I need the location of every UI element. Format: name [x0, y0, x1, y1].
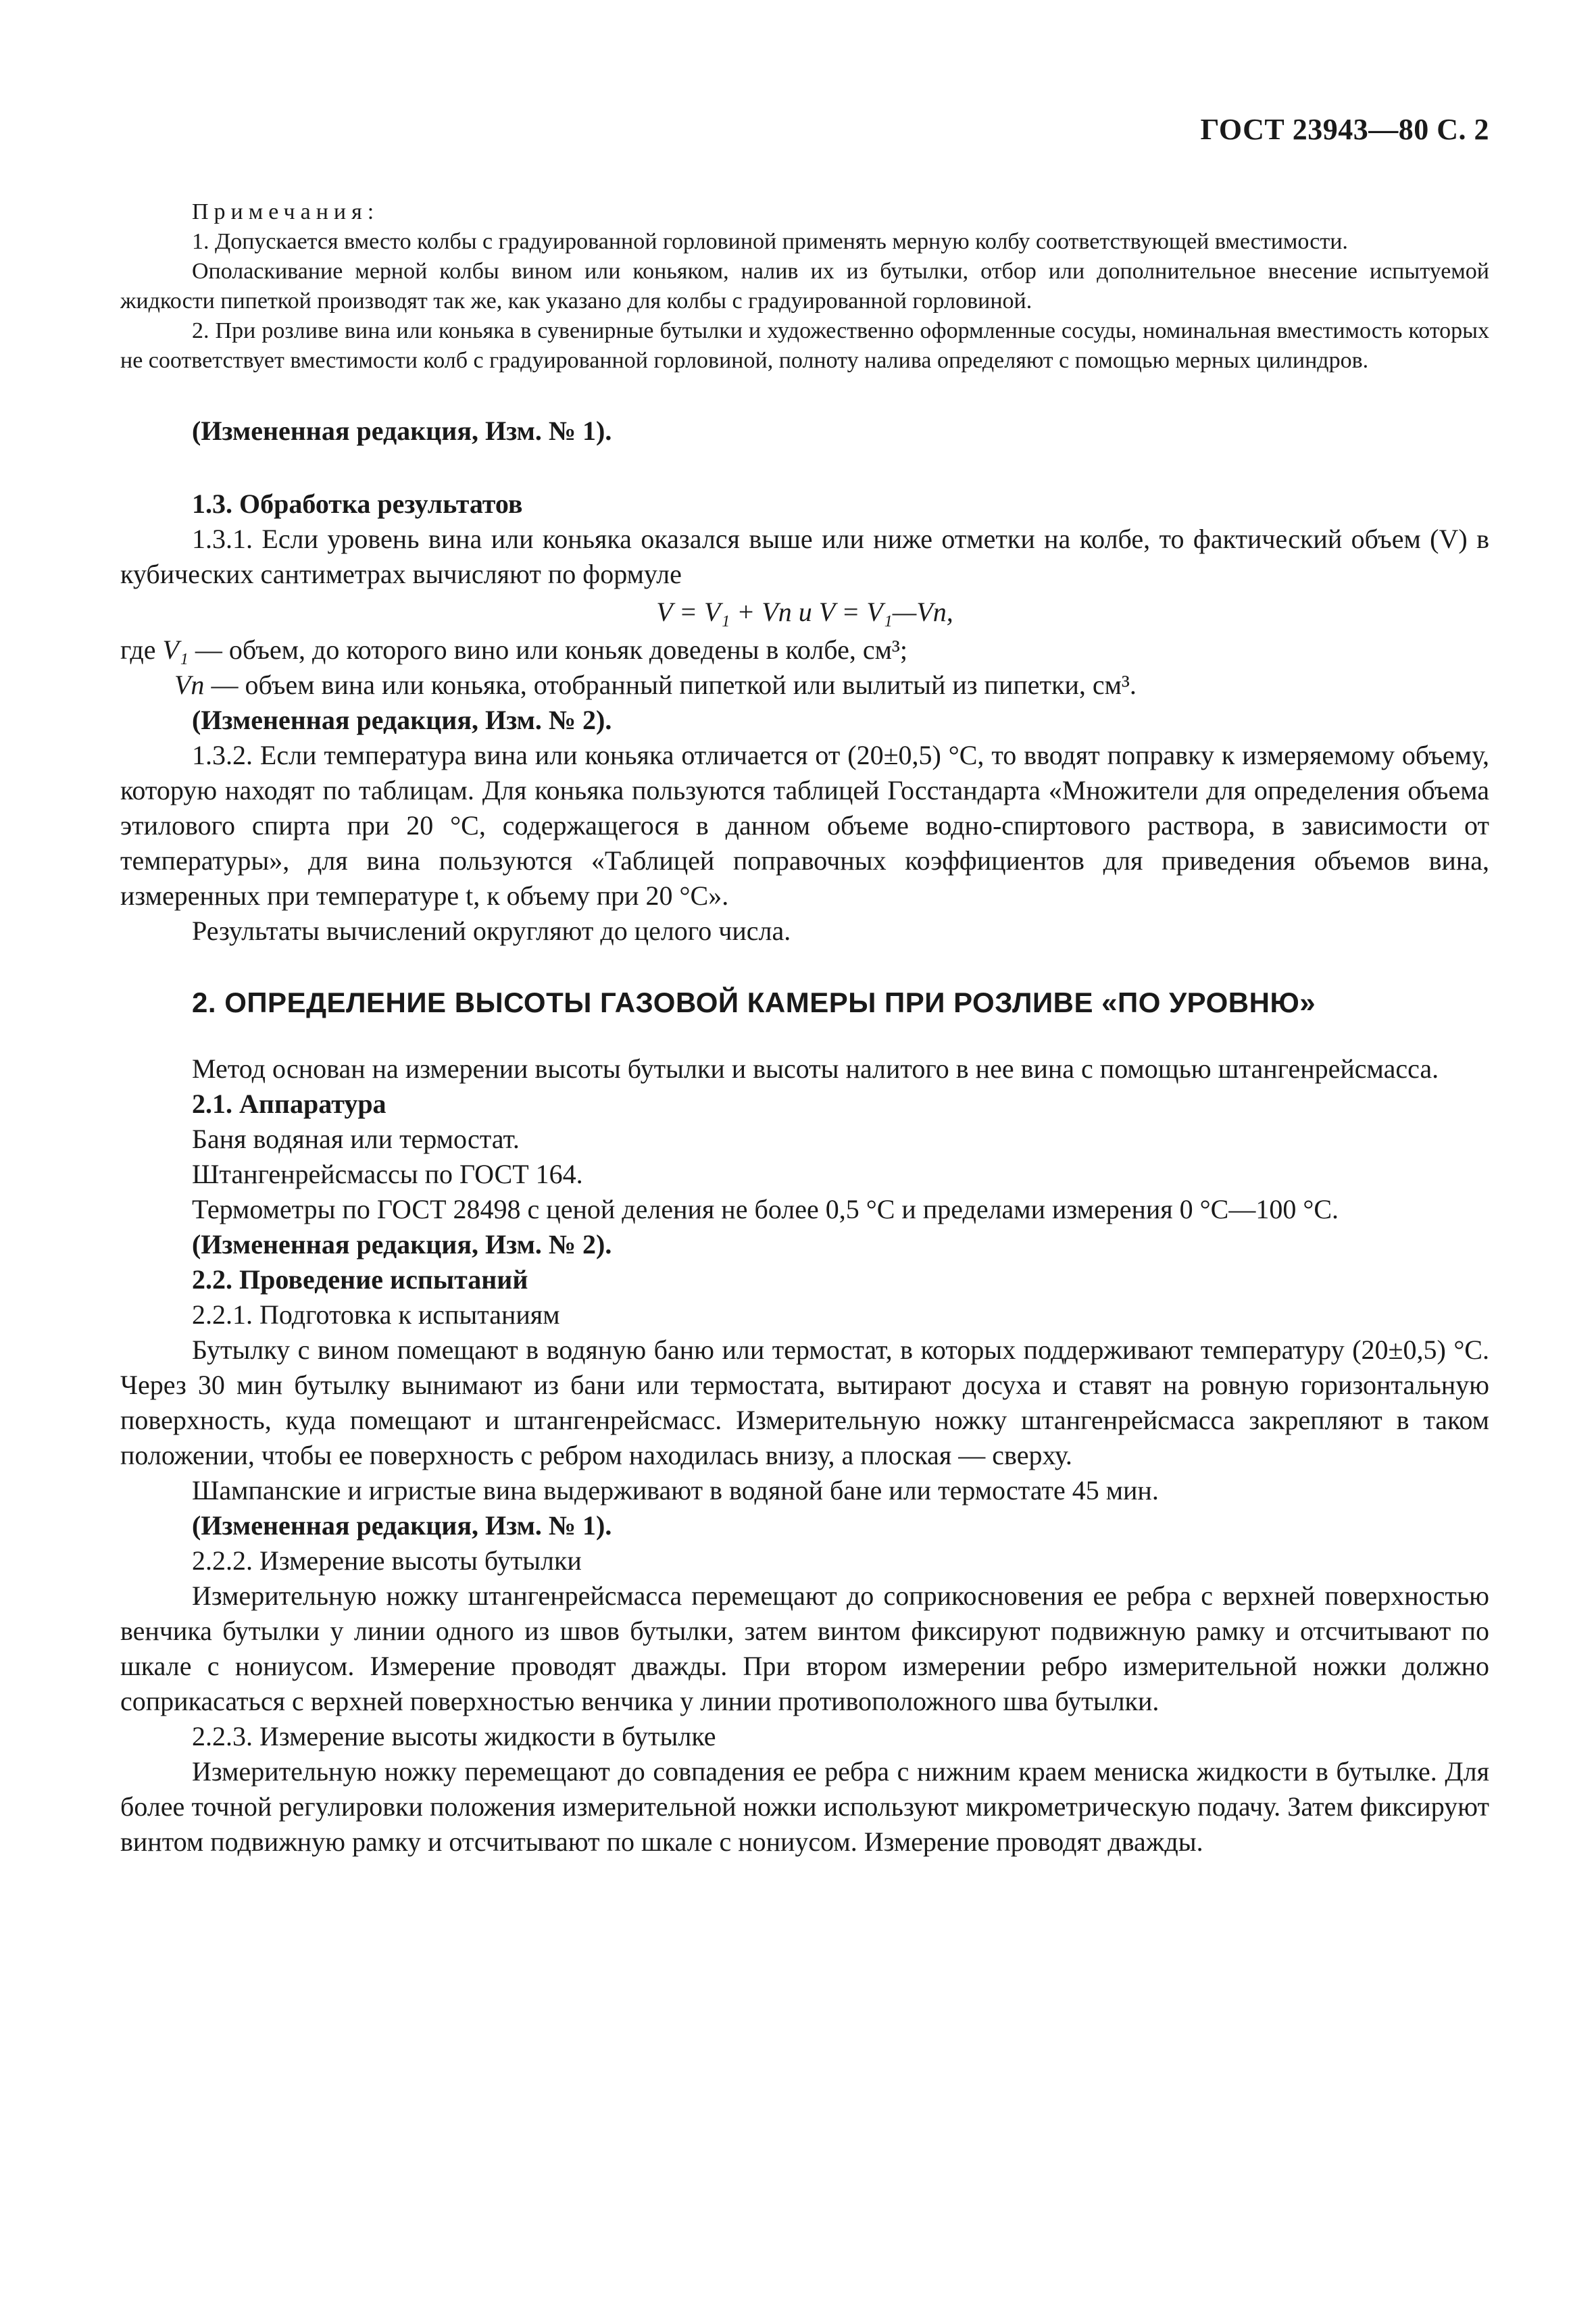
- notes-heading: Примечания:: [192, 199, 380, 224]
- where-text-vp: — объем вина или коньяка, отобранный пипеткой или вылитый из пипетки, см³.: [211, 670, 1137, 700]
- where-line-2: [120, 668, 1489, 703]
- note-1b: Ополаскивание мерной колбы вином или коньяком, налив их из бутылки, отбор или дополнительное внесение испытуемой жидкости пипеткой производят так же, как указано для колбы с градуированной горловиной.: [120, 259, 1489, 314]
- paragraph-2-2-3: Измерительную ножку перемещают до совпадения ее ребра с нижним краем мениска жидкости в бутылке. Для более точной регулировки положения измерительной ножки используют микрометрическую подачу. Затем фиксируют винтом подвижную рамку и отсчитывают по шкале с нониусом. Измерение проводят дважды.: [120, 1756, 1489, 1857]
- heading-2-1: 2.1. Аппаратура: [192, 1089, 386, 1119]
- main-text: [120, 414, 1489, 1860]
- heading-2-2: 2.2. Проведение испытаний: [192, 1264, 528, 1295]
- formula: V = V₁ + Vп и V = V₁—Vп,: [656, 597, 953, 627]
- page-header: ГОСТ 23943—80 С. 2: [1200, 113, 1489, 146]
- where-symbol-vp: Vп: [174, 670, 205, 700]
- edit-note: (Измененная редакция, Изм. № 2).: [192, 705, 612, 735]
- where-line-1: [120, 632, 1489, 668]
- where-prefix: где: [120, 634, 156, 665]
- heading-2-2-2: 2.2.2. Измерение высоты бутылки: [192, 1545, 582, 1576]
- apparatus-item: Термометры по ГОСТ 28498 с ценой деления не более 0,5 °C и пределами измерения 0 °C—100 °C.: [192, 1194, 1339, 1224]
- heading-2-2-3: 2.2.3. Измерение высоты жидкости в бутылке: [192, 1721, 716, 1751]
- section-title-2: 2. ОПРЕДЕЛЕНИЕ ВЫСОТЫ ГАЗОВОЙ КАМЕРЫ ПРИ РОЗЛИВЕ «ПО УРОВНЮ»: [192, 987, 1316, 1018]
- paragraph-2-2-2: Измерительную ножку штангенрейсмасса перемещают до соприкосновения ее ребра с верхней поверхностью венчика бутылки у линии одного из швов бутылки, затем винтом фиксируют подвижную рамку и отсчитывают по шкале с нониусом. Измерение проводят дважды. При втором измерении ребро измерительной ножки должно соприкасаться с верхней поверхностью венчика у линии противоположного шва бутылки.: [120, 1580, 1489, 1716]
- edit-note: (Измененная редакция, Изм. № 1).: [192, 416, 612, 446]
- note-2: 2. При розливе вина или коньяка в сувенирные бутылки и художественно оформленные сосуды, номинальная вместимость которых не соответствует вместимости колб с градуированной горловиной, полноту налива определяют с помощью мерных цилиндров.: [120, 318, 1489, 373]
- apparatus-item: Баня водяная или термостат.: [192, 1124, 520, 1154]
- where-text-v1: — объем, до которого вино или коньяк доведены в колбе, см³;: [195, 634, 908, 665]
- section-heading-1-3: 1.3. Обработка результатов: [192, 489, 523, 519]
- rounding-note: Результаты вычислений округляют до целого числа.: [192, 916, 791, 946]
- note-1: 1. Допускается вместо колбы с градуированной горловиной применять мерную колбу соответствующей вместимости.: [192, 229, 1348, 254]
- apparatus-item: Штангенрейсмассы по ГОСТ 164.: [192, 1159, 583, 1189]
- paragraph-1-3-2: 1.3.2. Если температура вина или коньяка отличается от (20±0,5) °C, то вводят поправку к измеряемому объему, которую находят по таблицам. Для коньяка пользуются таблицей Госстандарта «Множители для определения объема этилового спирта при 20 °C, содержащегося в данном объеме водно-спиртового раствора, в зависимости от температуры», для вина пользуются «Таблицей поправочных коэффициентов для приведения объемов вина, измеренных при температуре t, к объему при 20 °C».: [120, 740, 1489, 911]
- section-2-intro: Метод основан на измерении высоты бутылки и высоты налитого в нее вина с помощью штангенрейсмасса.: [192, 1053, 1439, 1084]
- page-content: [120, 197, 1489, 1860]
- paragraph-2-2-1b: Шампанские и игристые вина выдерживают в водяной бане или термостате 45 мин.: [192, 1475, 1159, 1505]
- paragraph-2-2-1: Бутылку с вином помещают в водяную баню или термостат, в которых поддерживают температуру (20±0,5) °C. Через 30 мин бутылку вынимают из бани или термостата, вытирают досуха и ставят на ровную горизонтальную поверхность, куда помещают и штангенрейсмасс. Измерительную ножку штангенрейсмасса закрепляют в таком положении, чтобы ее поверхность с ребром находилась внизу, а плоская — сверху.: [120, 1335, 1489, 1470]
- edit-note: (Измененная редакция, Изм. № 2).: [192, 1229, 612, 1260]
- paragraph-1-3-1: 1.3.1. Если уровень вина или коньяка оказался выше или ниже отметки на колбе, то фактический объем (V) в кубических сантиметрах вычисляют по формуле: [120, 524, 1489, 589]
- heading-2-2-1: 2.2.1. Подготовка к испытаниям: [192, 1299, 560, 1330]
- where-symbol-v1: V₁: [162, 634, 189, 665]
- notes-block: [120, 197, 1489, 376]
- edit-note: (Измененная редакция, Изм. № 1).: [192, 1510, 612, 1541]
